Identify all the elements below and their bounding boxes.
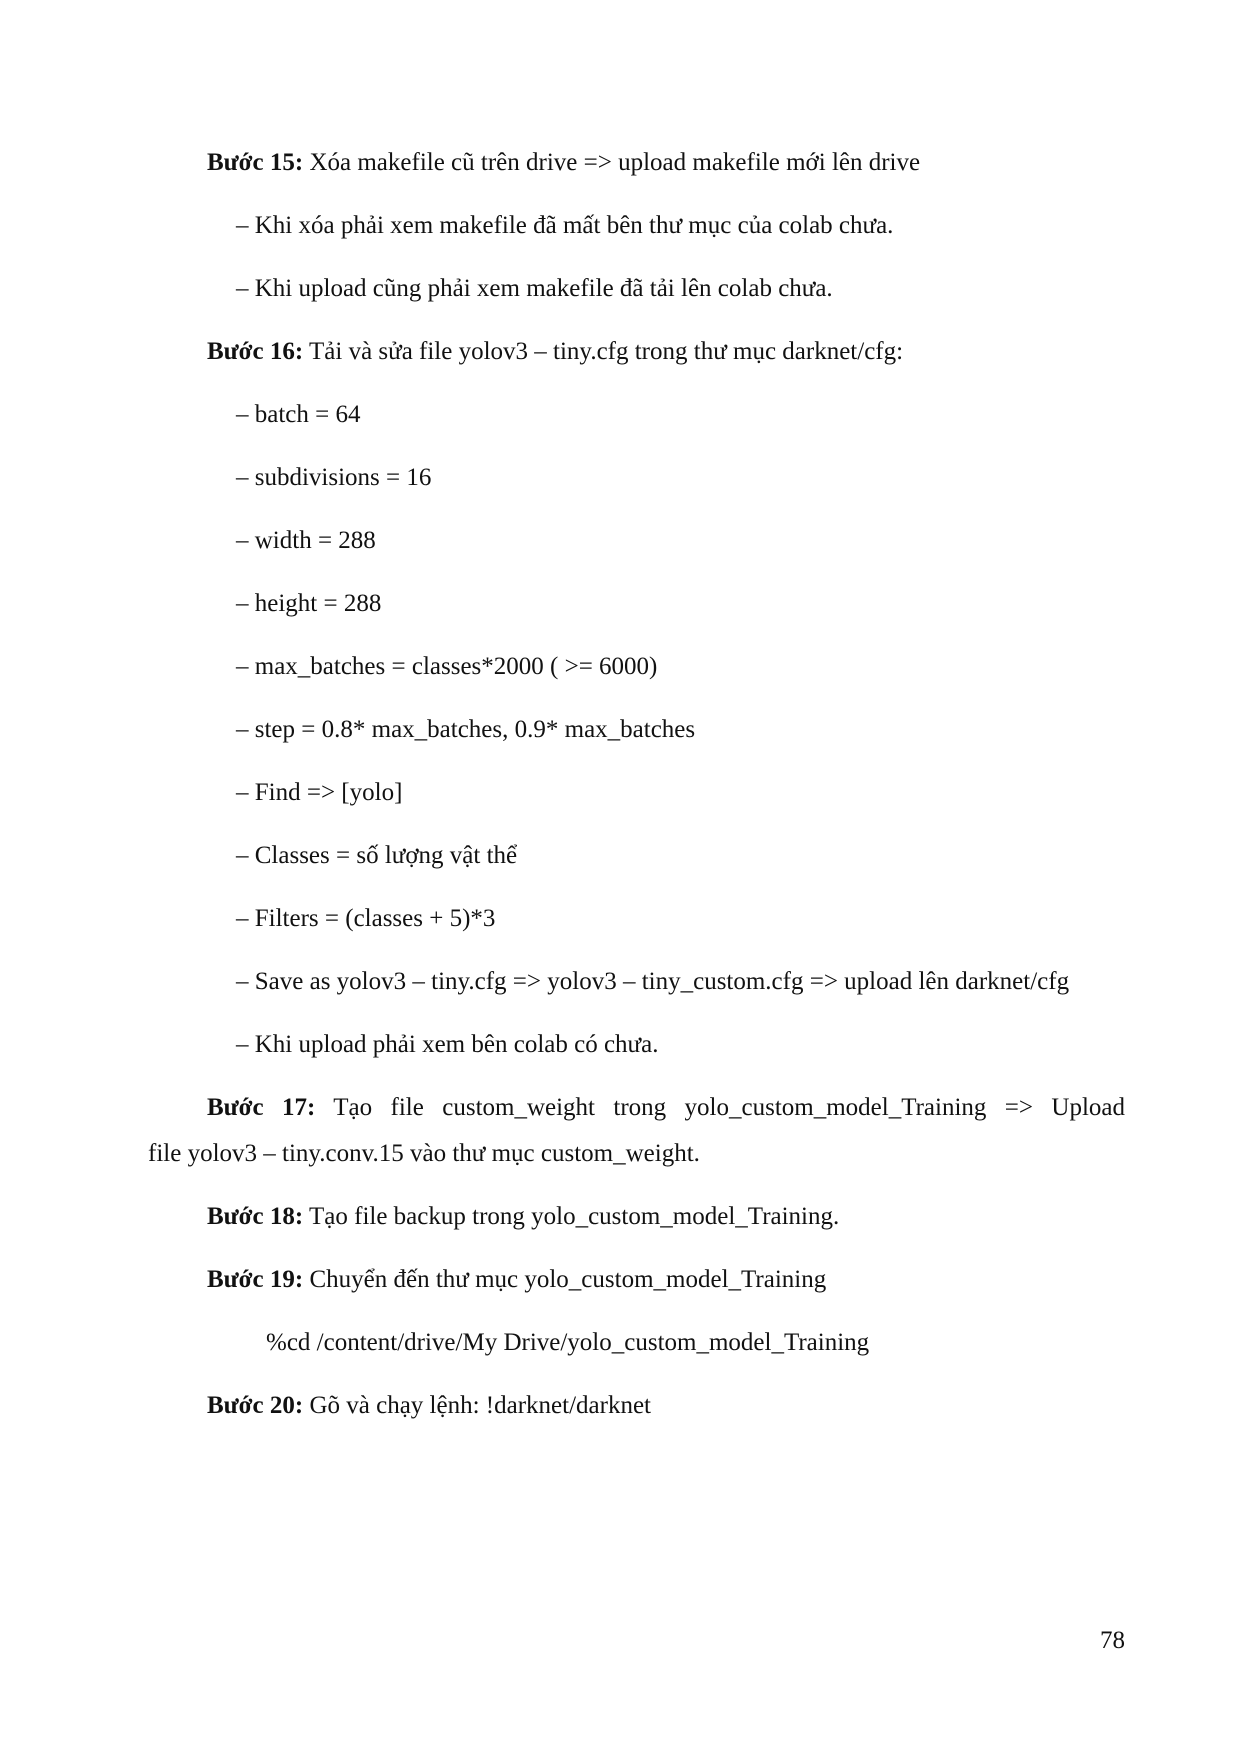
step-16-bullet-5: – max_batches = classes*2000 ( >= 6000) <box>236 653 658 680</box>
step-16-bullet-6: – step = 0.8* max_batches, 0.9* max_batches <box>236 716 696 743</box>
step-16-bullet-7: – Find => [yolo] <box>236 779 403 806</box>
step-18-text: Tạo file backup trong yolo_custom_model_Training. <box>303 1203 840 1230</box>
page-number: 78 <box>1100 1627 1125 1654</box>
step-19 <box>207 1265 826 1295</box>
step-18 <box>207 1202 839 1232</box>
step-20-text: Gõ và chạy lệnh: !darknet/darknet <box>303 1392 651 1419</box>
step-19-label: Bước 19: <box>207 1266 304 1293</box>
step-17-text: Tạo file custom_weight trong yolo_custom_model_Training => Upload <box>315 1094 1125 1121</box>
step-19-text: Chuyển đến thư mục yolo_custom_model_Training <box>303 1266 827 1293</box>
step-19-command: %cd /content/drive/My Drive/yolo_custom_model_Training <box>266 1329 870 1356</box>
step-16-bullet-1: – batch = 64 <box>236 401 361 428</box>
step-16-bullet-3: – width = 288 <box>236 527 376 554</box>
step-15-label: Bước 15: <box>207 149 304 176</box>
step-16-bullet-4: – height = 288 <box>236 590 382 617</box>
step-16-bullet-9: – Filters = (classes + 5)*3 <box>236 905 496 932</box>
step-15-bullet-2: – Khi upload cũng phải xem makefile đã tải lên colab chưa. <box>236 275 833 302</box>
step-16-bullet-8: – Classes = số lượng vật thể <box>236 842 518 869</box>
step-16-bullet-11: – Khi upload phải xem bên colab có chưa. <box>236 1031 659 1058</box>
step-15-text: Xóa makefile cũ trên drive => upload makefile mới lên drive <box>303 149 921 176</box>
step-17 <box>207 1093 1125 1123</box>
step-20-label: Bước 20: <box>207 1392 304 1419</box>
step-16 <box>207 337 903 367</box>
step-15 <box>207 148 920 178</box>
step-17-continuation: file yolov3 – tiny.conv.15 vào thư mục custom_weight. <box>148 1140 700 1167</box>
step-16-label: Bước 16: <box>207 338 304 365</box>
step-18-label: Bước 18: <box>207 1203 304 1230</box>
step-16-text: Tải và sửa file yolov3 – tiny.cfg trong thư mục darknet/cfg: <box>303 338 904 365</box>
step-15-bullet-1: – Khi xóa phải xem makefile đã mất bên thư mục của colab chưa. <box>236 212 894 239</box>
step-20 <box>207 1391 651 1421</box>
step-16-bullet-10: – Save as yolov3 – tiny.cfg => yolov3 – tiny_custom.cfg => upload lên darknet/cfg <box>236 968 1070 995</box>
step-17-label: Bước 17: <box>207 1094 316 1121</box>
step-16-bullet-2: – subdivisions = 16 <box>236 464 432 491</box>
